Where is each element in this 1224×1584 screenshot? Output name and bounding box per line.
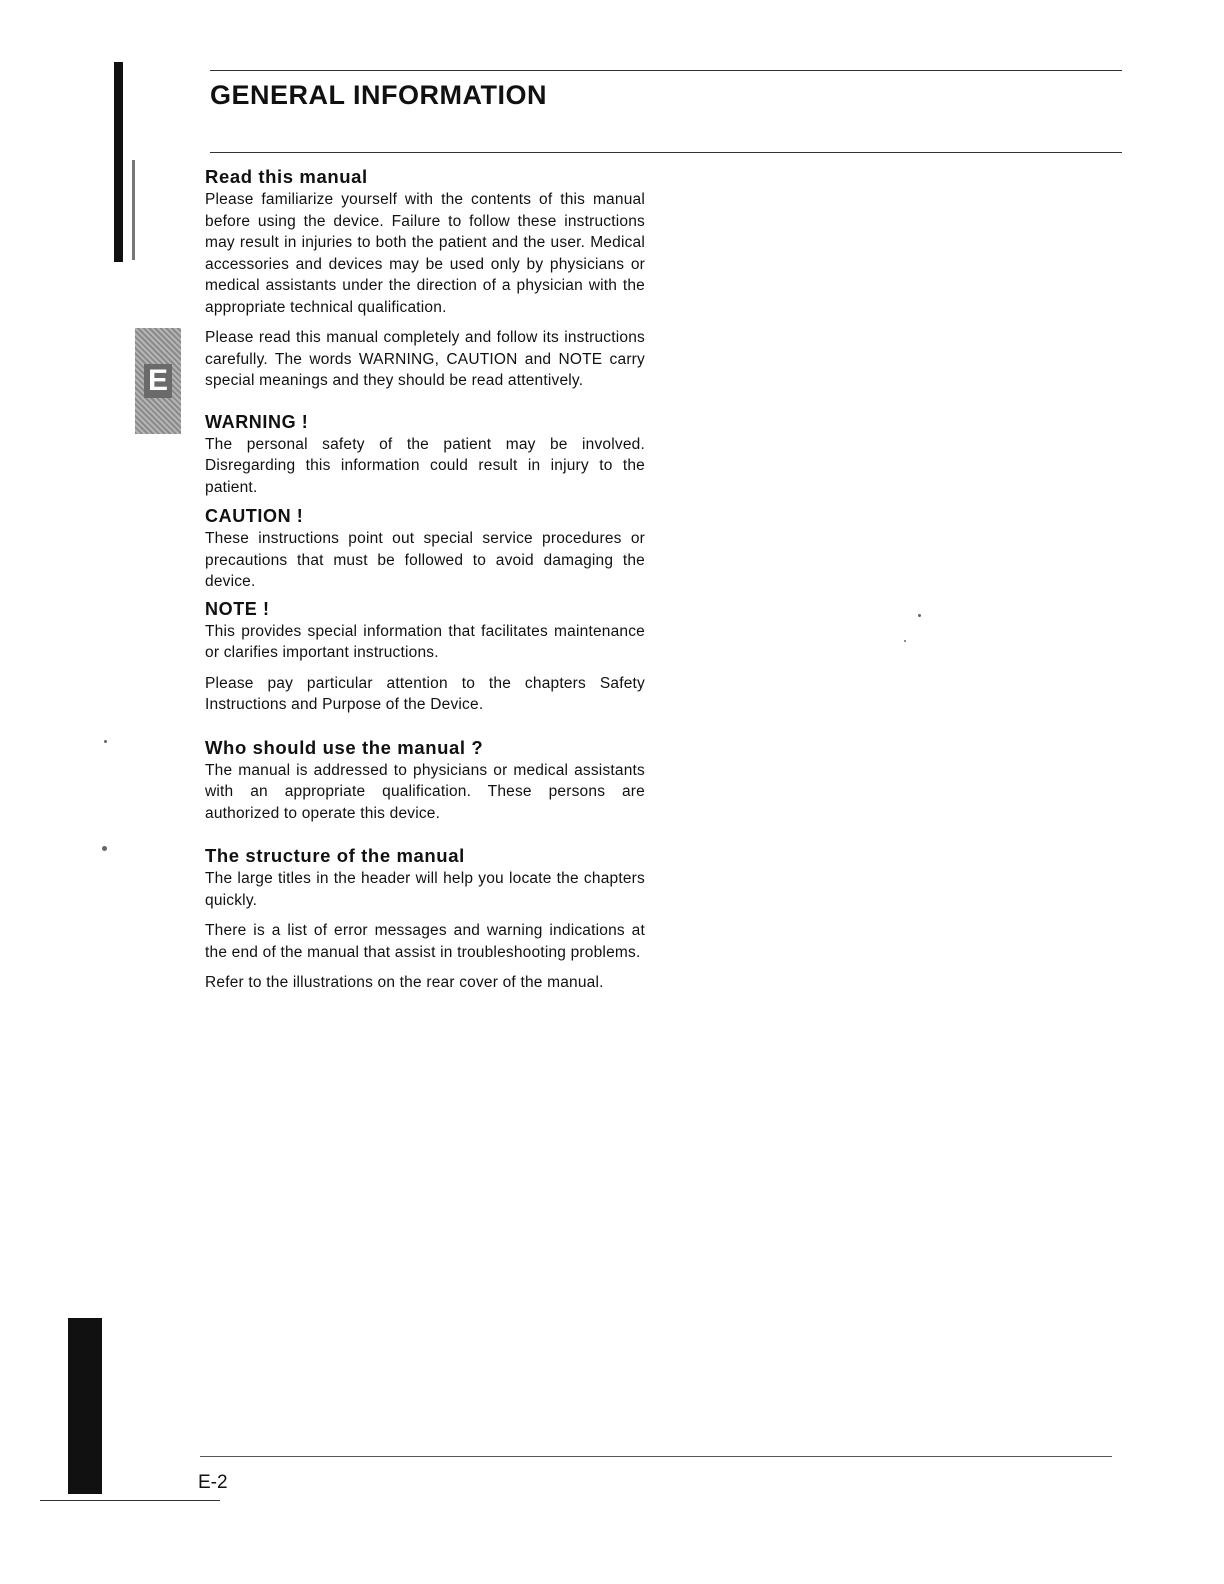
- scan-speck: [102, 846, 107, 851]
- chapter-tab: [135, 328, 181, 434]
- note-text: This provides special information that facilitates maintenance or clarifies important instructions.: [205, 622, 645, 661]
- chapter-tab-letter: E: [144, 364, 172, 398]
- header-rule-top: [210, 70, 1122, 71]
- margin-bar-bottom: [68, 1318, 102, 1494]
- scan-speck: [104, 740, 107, 743]
- heading-structure: The structure of the manual: [205, 845, 465, 866]
- read-manual-paragraph-1: Please familiarize yourself with the contents of this manual before using the device. Failure to follow these instructions may result in injuries to both the patient and the user. Medical accessories and devices may be used only by physicians or medical assistants under the direction of a physician with the appropriate technical qualification.: [205, 191, 645, 316]
- note-paragraph-2: Please pay particular attention to the chapters Safety Instructions and Purpose of the Device.: [205, 674, 645, 713]
- warning-text: The personal safety of the patient may be involved. Disregarding this information could result in injury to the patient.: [205, 435, 645, 496]
- margin-bar-thin: [132, 160, 135, 260]
- page-title: GENERAL INFORMATION: [210, 80, 547, 110]
- margin-bar-top: [114, 62, 123, 262]
- footer-rule-left: [40, 1500, 220, 1501]
- scan-speck: [918, 614, 921, 617]
- structure-paragraph-2: There is a list of error messages and warning indications at the end of the manual that assist in troubleshooting problems.: [205, 922, 645, 961]
- page-number: E-2: [198, 1472, 228, 1493]
- caution-text: These instructions point out special service procedures or precautions that must be followed to avoid damaging the device.: [205, 530, 645, 590]
- structure-paragraph-1: The large titles in the header will help you locate the chapters quickly.: [205, 870, 645, 909]
- footer-rule: [200, 1456, 1112, 1457]
- heading-who-should-use: Who should use the manual ?: [205, 736, 484, 758]
- heading-warning: WARNING !: [205, 411, 309, 432]
- heading-read-manual: Read this manual: [205, 166, 368, 187]
- heading-note: NOTE !: [205, 598, 270, 619]
- read-manual-paragraph-2: Please read this manual completely and follow its instructions carefully. The words WARNING, CAUTION and NOTE carry special meanings and they should be read attentively.: [205, 329, 645, 389]
- main-content: [205, 165, 645, 994]
- header-rule-bottom: [210, 152, 1122, 153]
- heading-caution: CAUTION !: [205, 506, 304, 526]
- structure-paragraph-3: Refer to the illustrations on the rear cover of the manual.: [205, 974, 604, 991]
- scan-speck: [904, 640, 906, 642]
- who-should-use-text: The manual is addressed to physicians or medical assistants with an appropriate qualification. These persons are authorized to operate this device.: [205, 761, 645, 822]
